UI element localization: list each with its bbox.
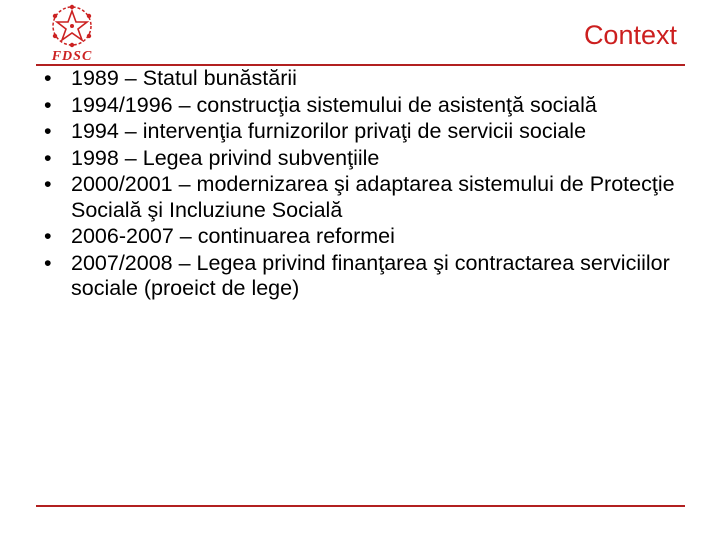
bullet-item	[44, 146, 694, 172]
bullet-item	[44, 172, 694, 223]
bullet-item	[44, 119, 694, 145]
bullet-dot-icon: •	[44, 92, 52, 117]
bullet-dot-icon: •	[44, 145, 52, 170]
logo-text: FDSC	[51, 49, 93, 64]
bullet-text: 2000/2001 – modernizarea şi adaptarea sistemului de Protecţie Socială şi Incluziune Socială	[71, 172, 675, 222]
bullet-text: 1994 – intervenţia furnizorilor privaţi de servicii sociale	[71, 119, 587, 143]
bullet-text: 1989 – Statul bunăstării	[71, 66, 297, 90]
bullet-item	[44, 224, 694, 250]
bullet-text: 1998 – Legea privind subvenţiile	[71, 145, 380, 170]
bullet-dot-icon: •	[44, 66, 52, 90]
bullet-item	[44, 66, 694, 92]
bullet-dot-icon: •	[44, 224, 52, 248]
bullet-dot-icon: •	[44, 119, 52, 143]
bullet-text: 2006-2007 – continuarea reformei	[71, 224, 395, 248]
bullet-dot-icon: •	[44, 172, 52, 196]
bullet-item	[44, 93, 694, 119]
bullet-dot-icon: •	[44, 250, 52, 275]
bullet-item	[44, 251, 694, 302]
fdsc-logo	[32, 2, 112, 66]
footer-divider	[36, 505, 685, 507]
bullet-text: 1994/1996 – construcţia sistemului de asistenţă socială	[71, 92, 597, 117]
bullet-text: 2007/2008 – Legea privind finanţarea şi contractarea serviciilor sociale (proeict de lege)	[71, 250, 670, 300]
slide-title: Context	[583, 20, 677, 50]
bullet-list	[44, 66, 694, 303]
star-circle-logo-icon	[32, 2, 112, 50]
